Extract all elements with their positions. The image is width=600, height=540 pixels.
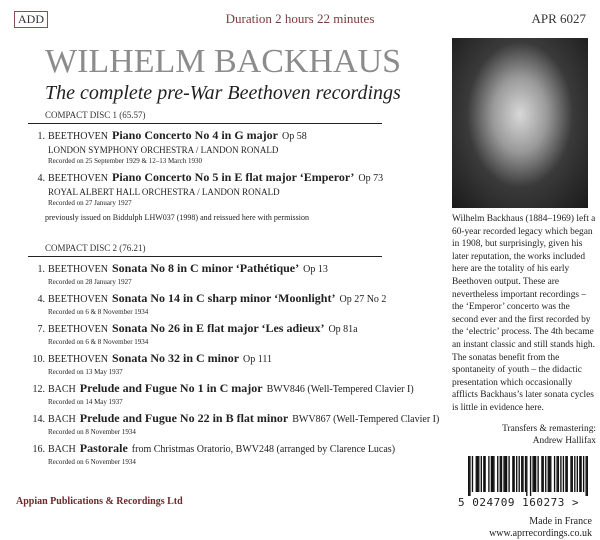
recording-date: Recorded on 6 November 1934 xyxy=(48,458,136,466)
barcode-bar xyxy=(513,456,514,492)
composer: BACH xyxy=(48,384,76,395)
barcode-bar xyxy=(477,456,478,492)
track-entry xyxy=(28,170,440,208)
composer: BEETHOVEN xyxy=(48,324,108,335)
barcode-bar xyxy=(488,456,489,492)
composer: BEETHOVEN xyxy=(48,354,108,365)
barcode-bar xyxy=(545,456,546,492)
catalogue-number: APR 6027 xyxy=(531,11,586,26)
disc-label: COMPACT DISC 2 (76.21) xyxy=(45,243,146,253)
barcode-bar xyxy=(572,456,573,492)
track-number: 4. xyxy=(37,294,45,305)
track-number: 7. xyxy=(37,324,45,335)
opus: from Christmas Oratorio, BWV248 (arranged by Clarence Lucas) xyxy=(131,444,396,455)
work-title: Sonata No 14 in C sharp minor ‘Moonlight’ xyxy=(112,291,336,305)
work-title: Sonata No 26 in E flat major ‘Les adieux’ xyxy=(112,321,325,335)
recording-date: Recorded on 8 November 1934 xyxy=(48,428,136,436)
barcode-bar xyxy=(481,456,482,492)
opus: BWV867 (Well-Tempered Clavier I) xyxy=(292,414,440,425)
opus: Op 13 xyxy=(303,264,328,275)
barcode-bar xyxy=(558,456,559,492)
opus: Op 73 xyxy=(358,173,384,184)
barcode-bar xyxy=(583,456,584,492)
composer: BEETHOVEN xyxy=(48,294,108,305)
made-in: Made in France xyxy=(529,515,592,527)
divider xyxy=(28,256,382,257)
barcode-bar xyxy=(468,456,469,496)
track-entry xyxy=(28,291,440,317)
track-number: 4. xyxy=(37,173,45,184)
track-number: 14. xyxy=(32,414,45,425)
work-title: Pastorale xyxy=(79,441,128,455)
barcode-bar xyxy=(580,456,581,492)
barcode-bar xyxy=(505,456,506,492)
recording-date: Recorded on 28 January 1927 xyxy=(48,278,132,286)
artist-bio: Wilhelm Backhaus (1884–1969) left a 60-year recorded legacy which began in 1908, but surprisingly, given his later reputation, the works included here are the totality of his early Beethoven output. These are nevertheless important recordings – the ‘Emperor’ concerto was the second ever and the first recorded by the ‘electric’ process. The 4th became an instant classic and still stands high. The sonatas benefit from the spontaneity of youth – the didactic presentation which occasionally afflicts Backhaus’s later sonata cycles is little in evidence here. xyxy=(452,214,596,413)
barcode-bar xyxy=(554,456,555,492)
track-number: 1. xyxy=(37,131,45,142)
barcode-bar xyxy=(560,456,561,492)
barcode-bar xyxy=(526,456,527,496)
duration: Duration 2 hours 22 minutes xyxy=(225,11,375,26)
artist-title: WILHELM BACKHAUS xyxy=(45,43,402,80)
work-title: Sonata No 8 in C minor ‘Pathétique’ xyxy=(112,261,300,275)
barcode-bar xyxy=(493,456,494,492)
barcode-bar xyxy=(492,456,493,492)
opus: BWV846 (Well-Tempered Clavier I) xyxy=(266,384,414,395)
track-entry xyxy=(28,381,440,407)
barcode-bar xyxy=(483,456,484,492)
album-subtitle: The complete pre-War Beethoven recordings xyxy=(45,82,401,104)
recording-date: Recorded on 6 & 8 November 1934 xyxy=(48,338,149,346)
barcode-bar xyxy=(500,456,501,492)
track-number: 1. xyxy=(37,264,45,275)
track-entry xyxy=(28,261,440,287)
composer: BEETHOVEN xyxy=(48,264,108,275)
reissue-note: previously issued on Biddulph LHW037 (1998) and reissued here with permission xyxy=(45,213,309,222)
barcode-number: 5 024709 160273 > xyxy=(458,495,580,509)
barcode-bar xyxy=(579,456,580,492)
credits xyxy=(452,423,598,448)
barcode-bar xyxy=(508,456,509,492)
barcode-bar xyxy=(506,456,507,492)
work-title: Prelude and Fugue No 1 in C major xyxy=(79,381,263,395)
disc-label: COMPACT DISC 1 (65.57) xyxy=(45,110,146,120)
barcode-bar xyxy=(567,456,568,492)
barcode-bar xyxy=(530,456,531,496)
barcode-bar xyxy=(535,456,536,492)
credit-name: Andrew Hallifax xyxy=(532,436,596,447)
barcode-bar xyxy=(472,456,473,492)
barcode-bar xyxy=(549,456,550,492)
opus: Op 111 xyxy=(243,354,272,365)
opus: Op 27 No 2 xyxy=(339,294,387,305)
barcode-bar xyxy=(565,456,566,492)
barcode-bar xyxy=(532,456,533,492)
track-entry xyxy=(28,321,440,347)
footer-info xyxy=(452,516,598,540)
barcode-bar xyxy=(577,456,578,492)
barcode-bar xyxy=(476,456,477,492)
barcode-bar xyxy=(548,456,549,492)
barcode-bar xyxy=(469,456,470,496)
barcode-bar xyxy=(550,456,551,492)
barcode-bar xyxy=(574,456,575,492)
artist-photo xyxy=(452,38,588,208)
work-title: Piano Concerto No 5 in E flat major ‘Emperor’ xyxy=(112,170,355,184)
publisher: Appian Publications & Recordings Ltd xyxy=(16,496,183,507)
divider xyxy=(28,123,382,124)
add-badge: ADD xyxy=(14,11,48,28)
performers: ROYAL ALBERT HALL ORCHESTRA / LANDON RONALD xyxy=(48,187,280,197)
barcode-bar xyxy=(519,456,520,492)
composer: BACH xyxy=(48,414,76,425)
composer: BEETHOVEN xyxy=(48,173,108,184)
barcode-bar xyxy=(484,456,485,492)
barcode-bar xyxy=(497,456,498,492)
track-entry xyxy=(28,441,440,467)
barcode-bar xyxy=(556,456,557,492)
track-number: 12. xyxy=(32,384,45,395)
barcode-bar xyxy=(478,456,479,492)
work-title: Sonata No 32 in C minor xyxy=(112,351,240,365)
barcode-bar xyxy=(543,456,544,492)
composer: BACH xyxy=(48,444,76,455)
recording-date: Recorded on 13 May 1937 xyxy=(48,368,123,376)
work-title: Prelude and Fugue No 22 in B flat minor xyxy=(79,411,289,425)
performers: LONDON SYMPHONY ORCHESTRA / LANDON RONALD xyxy=(48,145,279,155)
barcode-bar xyxy=(563,456,564,492)
barcode-bar xyxy=(501,456,502,492)
barcode-bar xyxy=(585,456,586,496)
track-entry xyxy=(28,411,440,437)
left-column xyxy=(16,110,440,508)
barcode-bar xyxy=(537,456,538,492)
track-entry xyxy=(28,351,440,377)
track-number: 16. xyxy=(32,444,45,455)
opus: Op 58 xyxy=(281,131,307,142)
track-number: 10. xyxy=(32,354,45,365)
barcode-bar xyxy=(587,456,588,496)
recording-date: Recorded on 27 January 1927 xyxy=(48,199,132,207)
barcode-bar xyxy=(521,456,522,492)
barcode-bar xyxy=(503,456,504,492)
website: www.aprrecordings.co.uk xyxy=(489,527,592,539)
barcode-bar xyxy=(525,456,526,492)
barcode-bar xyxy=(541,456,542,492)
work-title: Piano Concerto No 4 in G major xyxy=(112,128,278,142)
recording-date: Recorded on 14 May 1937 xyxy=(48,398,123,406)
composer: BEETHOVEN xyxy=(48,131,108,142)
barcode-bar xyxy=(491,456,492,492)
opus: Op 81a xyxy=(328,324,358,335)
credit-label: Transfers & remastering: xyxy=(502,423,596,434)
barcode-bar xyxy=(534,456,535,492)
barcode xyxy=(468,456,588,496)
barcode-bar xyxy=(570,456,571,492)
barcode-bar xyxy=(512,456,513,492)
track-entry xyxy=(28,128,440,166)
recording-date: Recorded on 25 September 1929 & 12–13 March 1930 xyxy=(48,157,202,165)
barcode-bar xyxy=(522,456,523,492)
tracklist xyxy=(28,110,440,471)
barcode-bar xyxy=(516,456,517,492)
recording-date: Recorded on 6 & 8 November 1934 xyxy=(48,308,149,316)
right-column xyxy=(452,38,598,540)
